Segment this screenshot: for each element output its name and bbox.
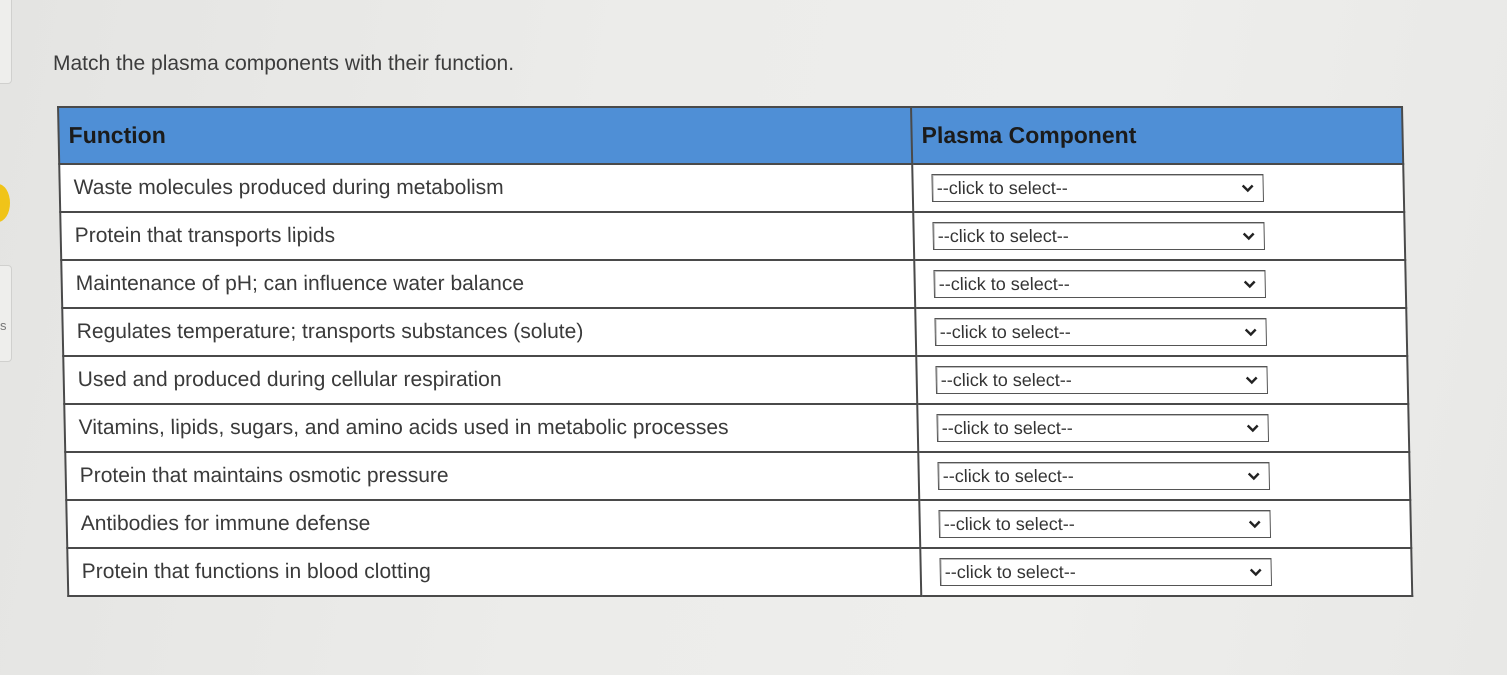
select-value: --click to select-- (937, 225, 1069, 246)
select-value: --click to select-- (942, 465, 1074, 486)
component-cell (913, 212, 1405, 260)
table-row (66, 500, 1411, 548)
component-select[interactable] (934, 318, 1267, 346)
component-cell (920, 548, 1412, 596)
chevron-down-icon (1243, 277, 1257, 291)
component-select[interactable] (932, 222, 1265, 250)
function-cell: Regulates temperature; transports substances (solute) (62, 308, 916, 356)
select-value: --click to select-- (941, 417, 1073, 438)
component-cell (914, 260, 1406, 308)
function-cell: Antibodies for immune defense (66, 500, 920, 548)
component-select[interactable] (931, 174, 1264, 202)
function-cell: Used and produced during cellular respiration (63, 356, 917, 404)
chevron-down-icon (1241, 181, 1255, 195)
table-row (62, 308, 1407, 356)
matching-table (57, 106, 1413, 597)
chevron-down-icon (1247, 469, 1261, 483)
edge-panel (0, 265, 12, 362)
component-cell (912, 164, 1404, 212)
component-select[interactable] (938, 510, 1271, 538)
component-select[interactable] (936, 414, 1269, 442)
table-row (65, 452, 1410, 500)
edge-panel (0, 0, 12, 84)
chevron-down-icon (1244, 325, 1258, 339)
function-cell: Maintenance of pH; can influence water balance (61, 260, 915, 308)
component-cell (915, 308, 1407, 356)
component-select[interactable] (939, 558, 1272, 586)
select-value: --click to select-- (939, 321, 1071, 342)
status-indicator-dot (0, 184, 10, 222)
edge-letter: s (0, 318, 7, 333)
chevron-down-icon (1245, 373, 1259, 387)
table-row (61, 260, 1406, 308)
table-row (59, 164, 1404, 212)
left-edge (0, 0, 12, 675)
component-cell (917, 404, 1409, 452)
component-select[interactable] (937, 462, 1270, 490)
function-cell: Protein that transports lipids (60, 212, 914, 260)
function-cell: Protein that functions in blood clotting (67, 548, 921, 596)
chevron-down-icon (1248, 517, 1262, 531)
table-row (67, 548, 1412, 596)
component-select[interactable] (933, 270, 1266, 298)
component-select[interactable] (935, 366, 1268, 394)
select-value: --click to select-- (940, 369, 1072, 390)
function-header: Function (58, 107, 912, 164)
component-cell (918, 452, 1410, 500)
table-row (64, 404, 1409, 452)
component-cell (916, 356, 1408, 404)
function-cell: Protein that maintains osmotic pressure (65, 452, 919, 500)
component-header: Plasma Component (911, 107, 1403, 164)
component-cell (919, 500, 1411, 548)
select-value: --click to select-- (936, 177, 1068, 198)
select-value: --click to select-- (938, 273, 1070, 294)
question-prompt: Match the plasma components with their function. (53, 52, 515, 75)
chevron-down-icon (1242, 229, 1256, 243)
header-row (58, 107, 1403, 164)
function-cell: Waste molecules produced during metabolism (59, 164, 913, 212)
select-value: --click to select-- (944, 561, 1076, 582)
chevron-down-icon (1249, 565, 1263, 579)
select-value: --click to select-- (943, 513, 1075, 534)
chevron-down-icon (1246, 421, 1260, 435)
function-cell: Vitamins, lipids, sugars, and amino acids used in metabolic processes (64, 404, 918, 452)
table-row (60, 212, 1405, 260)
table-row (63, 356, 1408, 404)
